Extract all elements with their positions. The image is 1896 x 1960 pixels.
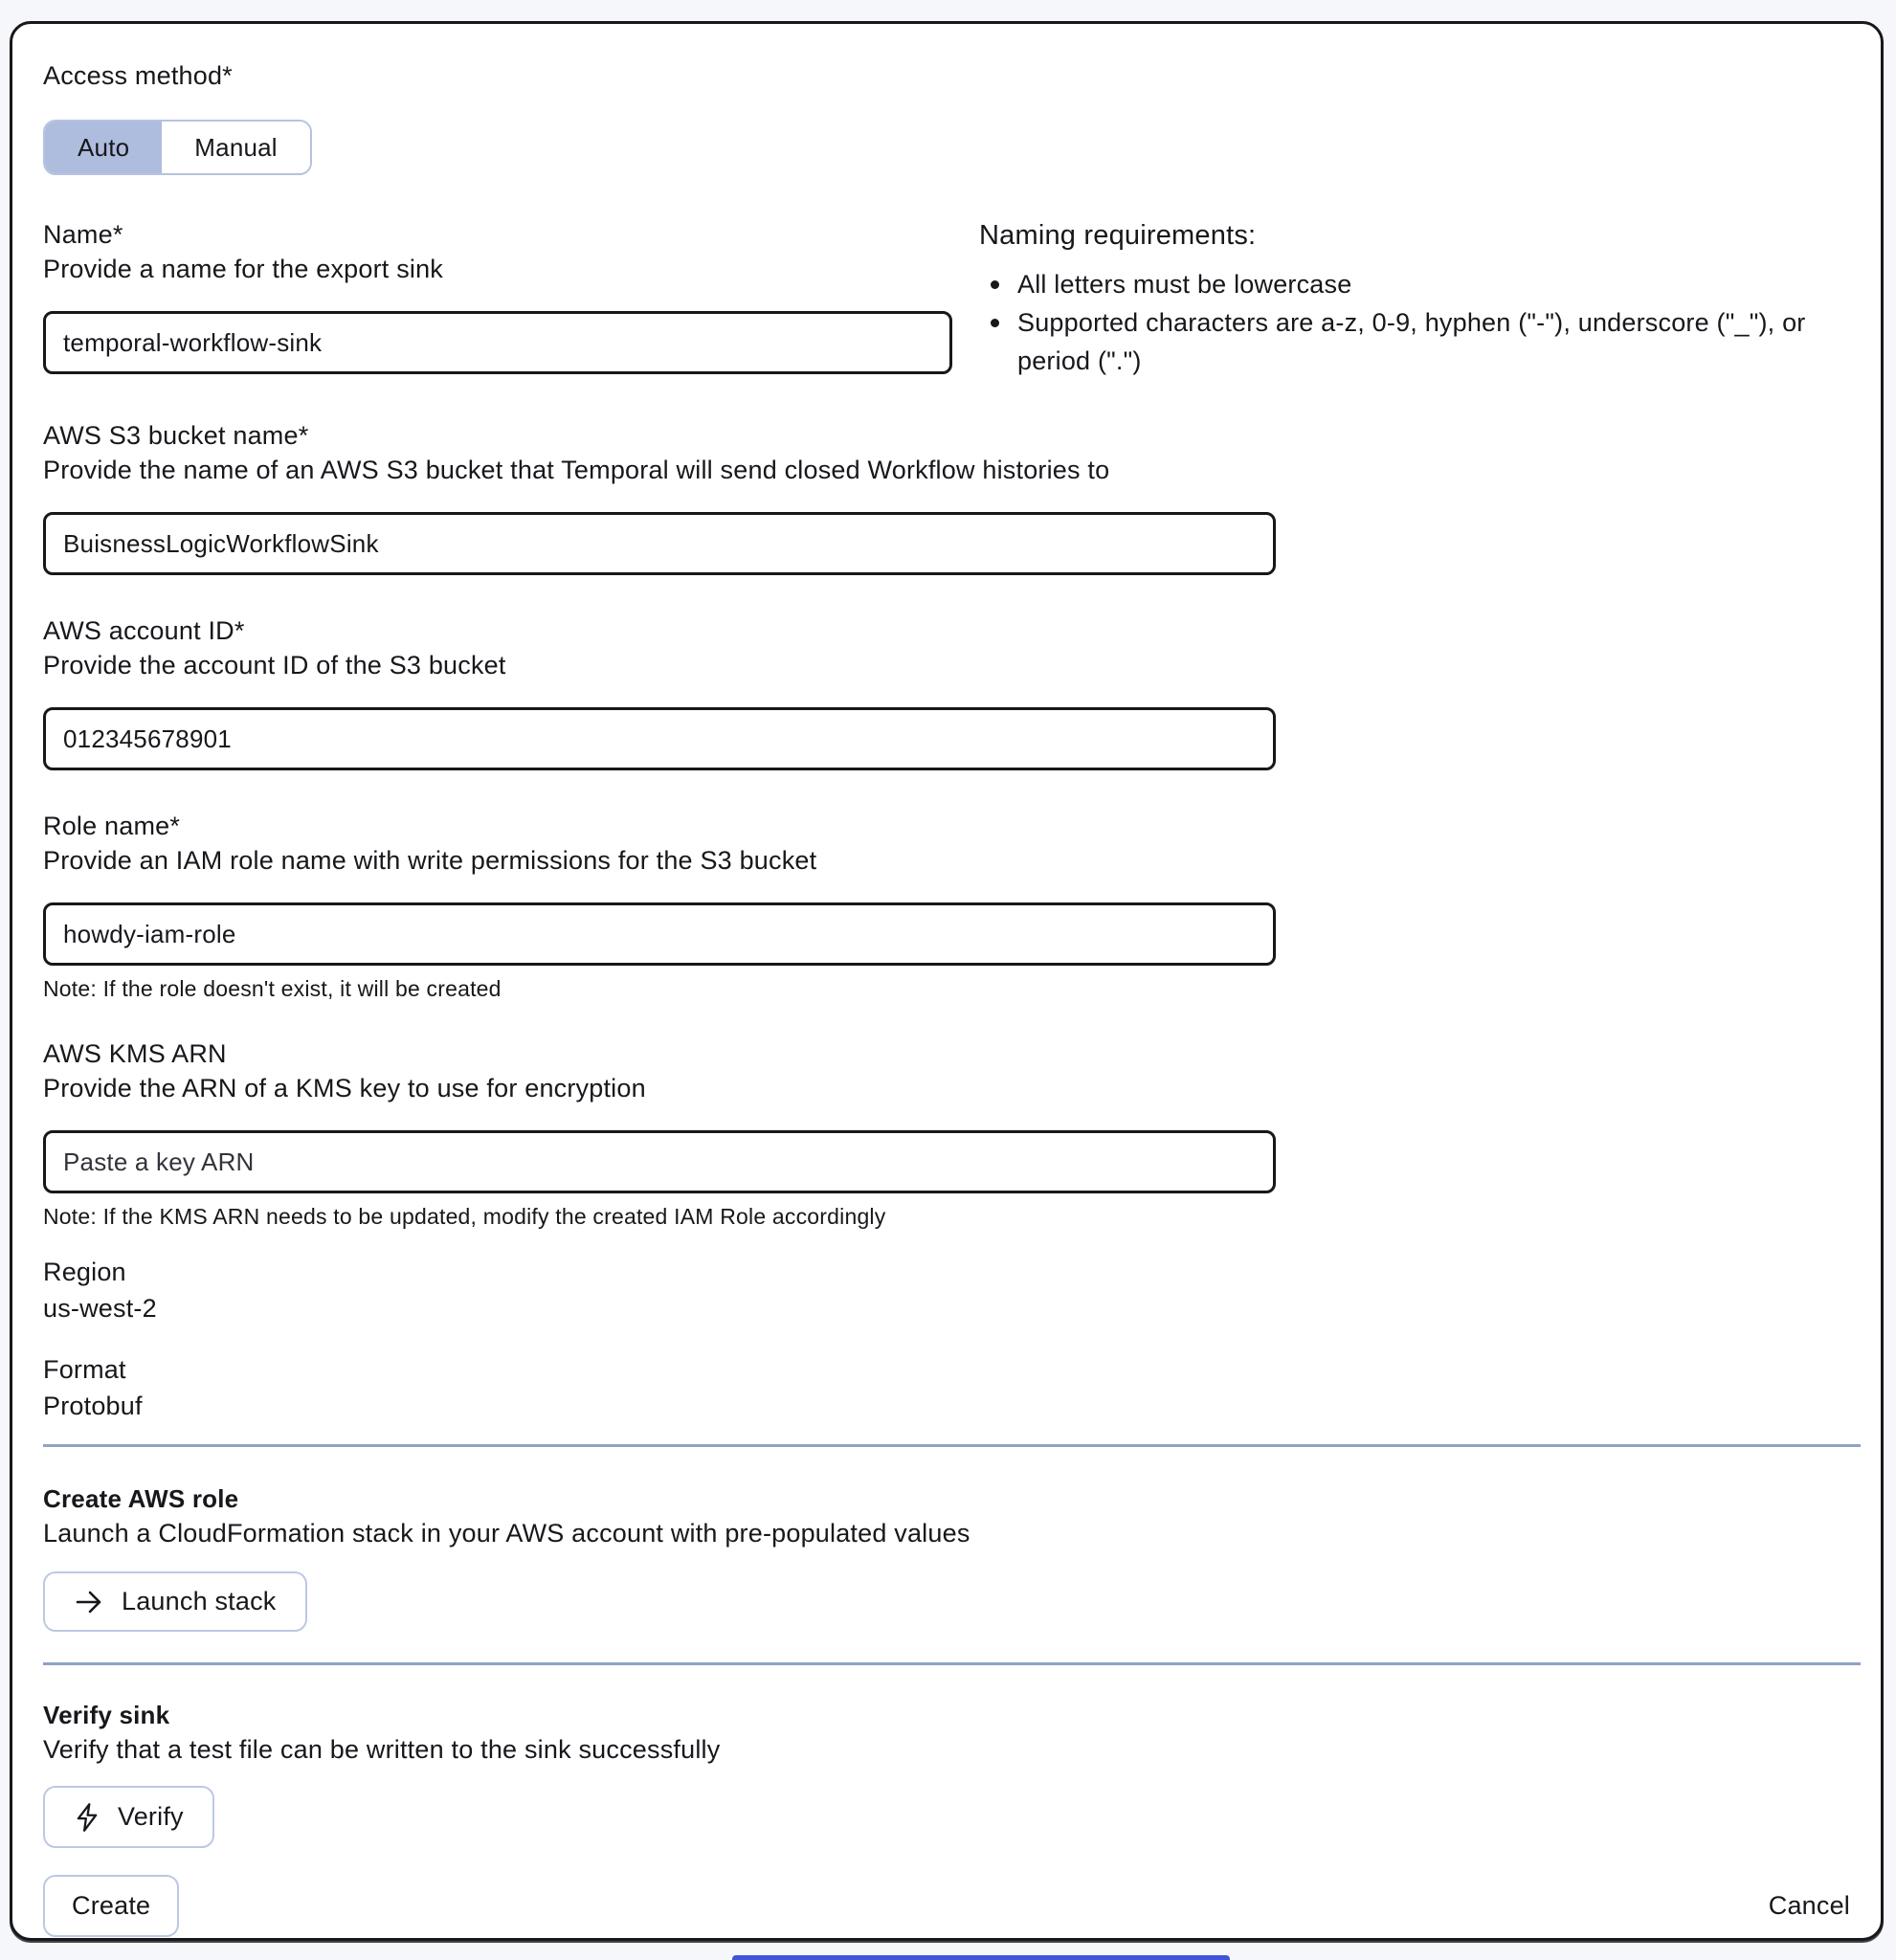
form-footer	[43, 1875, 1860, 1937]
name-description: Provide a name for the export sink	[43, 255, 444, 283]
name-field-group	[43, 221, 952, 380]
section-divider	[43, 1662, 1861, 1665]
s3-bucket-input[interactable]	[43, 512, 1276, 575]
create-aws-role-section	[43, 1485, 1860, 1632]
access-method-label: Access method*	[43, 61, 233, 90]
section-divider	[43, 1444, 1861, 1447]
naming-requirements-title: Naming requirements:	[979, 220, 1257, 251]
access-method-toggle	[43, 120, 312, 175]
role-name-field-group	[43, 813, 1860, 1000]
launch-stack-button-label: Launch stack	[122, 1587, 277, 1615]
naming-requirement-item: All letters must be lowercase	[979, 265, 1860, 303]
account-id-description: Provide the account ID of the S3 bucket	[43, 651, 506, 679]
format-info	[43, 1356, 1860, 1419]
verify-button[interactable]	[43, 1786, 214, 1848]
format-label: Format	[43, 1355, 126, 1384]
cancel-button[interactable]: Cancel	[1768, 1891, 1850, 1920]
role-name-description: Provide an IAM role name with write permissions for the S3 bucket	[43, 846, 817, 875]
access-method-option-auto[interactable]: Auto	[45, 122, 162, 173]
export-sink-form-card	[10, 21, 1884, 1941]
format-value: Protobuf	[43, 1392, 143, 1420]
arrow-right-icon	[74, 1587, 104, 1617]
create-aws-role-title: Create AWS role	[43, 1484, 239, 1513]
verify-sink-description: Verify that a test file can be written to the sink successfully	[43, 1735, 721, 1764]
verify-sink-section	[43, 1702, 1860, 1848]
below-fold-element-edge	[732, 1955, 1230, 1960]
account-id-field-group	[43, 617, 1860, 770]
create-aws-role-description: Launch a CloudFormation stack in your AWS account with pre-populated values	[43, 1519, 970, 1548]
region-label: Region	[43, 1258, 126, 1286]
naming-requirements	[979, 221, 1860, 380]
kms-arn-field-group	[43, 1040, 1860, 1228]
region-value: us-west-2	[43, 1294, 157, 1323]
verify-sink-title: Verify sink	[43, 1701, 170, 1729]
kms-arn-note: Note: If the KMS ARN needs to be updated, modify the created IAM Role accordingly	[43, 1204, 886, 1229]
s3-bucket-description: Provide the name of an AWS S3 bucket that Temporal will send closed Workflow histories to	[43, 456, 1110, 484]
naming-requirement-item: Supported characters are a-z, 0-9, hyphen ("-"), underscore ("_"), or period (".")	[979, 303, 1860, 380]
account-id-label: AWS account ID*	[43, 616, 245, 645]
verify-button-label: Verify	[118, 1802, 184, 1831]
name-label: Name*	[43, 220, 123, 249]
name-input[interactable]	[43, 311, 952, 374]
s3-bucket-label: AWS S3 bucket name*	[43, 421, 309, 450]
account-id-input[interactable]	[43, 707, 1276, 770]
create-button[interactable]: Create	[43, 1875, 179, 1937]
region-info	[43, 1258, 1860, 1322]
kms-arn-description: Provide the ARN of a KMS key to use for encryption	[43, 1074, 646, 1102]
role-name-label: Role name*	[43, 812, 181, 840]
role-name-note: Note: If the role doesn't exist, it will be created	[43, 976, 502, 1001]
name-and-requirements-row	[43, 221, 1860, 380]
access-method-option-manual[interactable]: Manual	[162, 122, 309, 173]
role-name-input[interactable]	[43, 902, 1276, 966]
kms-arn-label: AWS KMS ARN	[43, 1039, 227, 1068]
naming-requirements-list	[979, 265, 1860, 380]
launch-stack-button[interactable]	[43, 1571, 307, 1632]
lightning-bolt-icon	[74, 1802, 100, 1833]
s3-bucket-field-group	[43, 422, 1860, 575]
kms-arn-input[interactable]	[43, 1130, 1276, 1193]
